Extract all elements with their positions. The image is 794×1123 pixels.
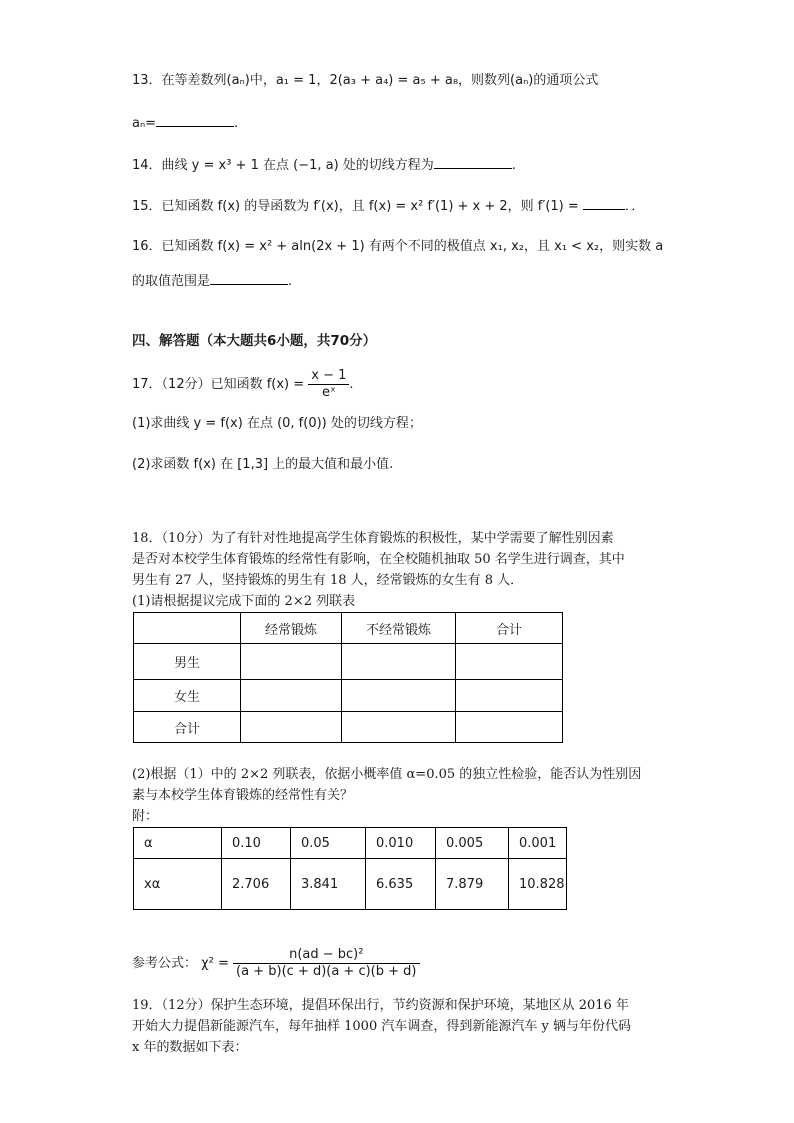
contingency-header-cell: 不经常锻炼 <box>342 613 456 644</box>
q17-fraction <box>308 368 349 401</box>
section-title: 四、解答题（本大题共6小题，共70分） <box>132 333 377 349</box>
alpha-cell: 0.005 <box>436 828 509 859</box>
contingency-row <box>134 712 563 743</box>
formula-fraction <box>233 947 419 980</box>
q15-line <box>132 197 644 216</box>
q17-frac-numerator: x − 1 <box>308 368 349 385</box>
formula-numerator: n(ad − bc)² <box>233 947 419 964</box>
contingency-cell[interactable] <box>456 712 563 743</box>
q19-line3: x 年的数据如下表： <box>132 1040 248 1055</box>
contingency-row-label: 合计 <box>134 712 241 743</box>
alpha-cell: 0.05 <box>291 828 366 859</box>
contingency-cell[interactable] <box>342 644 456 680</box>
alpha-cell: 0.10 <box>222 828 291 859</box>
contingency-cell[interactable] <box>342 712 456 743</box>
critical-value-table <box>133 827 567 910</box>
q19-line2: 开始大力提倡新能源汽车，每年抽样 1000 汽车调查，得到新能源汽车 y 辆与年份代码 <box>132 1019 631 1034</box>
contingency-table <box>133 612 563 743</box>
contingency-row-label: 男生 <box>134 644 241 680</box>
q16-text: 的取值范围是 <box>132 274 211 289</box>
q16-line2: 的取值范围是 . <box>132 274 293 289</box>
q13-answer-label: aₙ= <box>132 116 157 131</box>
contingency-row-label: 女生 <box>134 680 241 712</box>
critical-value-cell: 3.841 <box>291 859 366 910</box>
q18-line1: 18．（10分）为了有针对性地提高学生体育锻炼的积极性，某中学需要了解性别因素 <box>132 531 614 546</box>
critical-value-row <box>134 859 567 910</box>
formula-label: 参考公式： <box>132 956 198 971</box>
q14-answer-blank <box>434 156 512 169</box>
q13-answer-blank <box>156 114 234 127</box>
reference-formula <box>132 946 420 982</box>
contingency-cell[interactable] <box>342 680 456 712</box>
q17-intro: 17．（12分）已知函数 f(x) = <box>132 377 305 392</box>
q15-answer-blank <box>583 197 625 210</box>
contingency-row <box>134 644 563 680</box>
contingency-row <box>134 680 563 712</box>
q14-line: 14．曲线 y = x³ + 1 在点 (−1, a) 处的切线方程为 . <box>132 158 516 173</box>
critical-value-cell: 2.706 <box>222 859 291 910</box>
critical-value-label: xα <box>134 859 222 910</box>
alpha-label: α <box>134 828 222 859</box>
formula-lhs: χ² = <box>201 956 229 971</box>
q18-appendix: 附： <box>132 809 159 824</box>
contingency-header-row <box>134 613 563 644</box>
contingency-header-cell <box>134 613 241 644</box>
q13-line1: 13．在等差数列(aₙ)中，a₁ = 1，2(a₃ + a₄) = a₅ + a₈，则数列(aₙ)的通项公式 <box>132 73 599 88</box>
q16-answer-blank <box>210 272 288 285</box>
contingency-header-cell: 经常锻炼 <box>241 613 342 644</box>
contingency-cell[interactable] <box>456 680 563 712</box>
q17-part2: (2)求函数 f(x) 在 [1,3] 上的最大值和最小值. <box>132 457 394 472</box>
q18-line2: 是否对本校学生体育锻炼的经常性有影响，在全校随机抽取 50 名学生进行调查，其中 <box>132 552 625 567</box>
alpha-cell: 0.010 <box>366 828 436 859</box>
alpha-cell: 0.001 <box>509 828 567 859</box>
contingency-cell[interactable] <box>241 712 342 743</box>
critical-value-cell: 10.828 <box>509 859 567 910</box>
q15-text: 15．已知函数 f(x) 的导函数为 f′(x)，且 f(x) = x² f′(1) + x + 2，则 f′(1) = <box>132 199 579 214</box>
q16-line1: 16．已知函数 f(x) = x² + aln(2x + 1) 有两个不同的极值点 x₁, x₂，且 x₁ < x₂，则实数 a <box>132 239 664 254</box>
q17-part1: (1)求曲线 y = f(x) 在点 (0, f(0)) 处的切线方程； <box>132 416 422 431</box>
formula-denominator: (a + b)(c + d)(a + c)(b + d) <box>236 964 417 979</box>
q18-part2-line1: (2)根据（1）中的 2×2 列联表，依据小概率值 α=0.05 的独立性检验，能否认为性别因 <box>132 767 642 782</box>
alpha-row <box>134 828 567 859</box>
q13-line2: aₙ= . <box>132 116 239 131</box>
q18-line3: 男生有 27 人，坚持锻炼的男生有 18 人，经常锻炼的女生有 8 人． <box>132 573 524 588</box>
q15-tail: ．． <box>624 199 645 214</box>
contingency-cell[interactable] <box>241 680 342 712</box>
contingency-header-cell: 合计 <box>456 613 563 644</box>
q18-part2-line2: 素与本校学生体育锻炼的经常性有关？ <box>132 788 354 803</box>
contingency-cell[interactable] <box>241 644 342 680</box>
q17-intro-line: 17．（12分）已知函数 f(x) = $\frac{x - 1}{\text{eˣ}}$ . <box>132 368 354 400</box>
critical-value-cell: 6.635 <box>366 859 436 910</box>
q18-part1: (1)请根据提议完成下面的 2×2 列联表 <box>132 594 356 609</box>
contingency-cell[interactable] <box>456 644 563 680</box>
q19-line1: 19．（12分）保护生态环境，提倡环保出行，节约资源和保护环境，某地区从 2016 年 <box>132 998 629 1013</box>
critical-value-cell: 7.879 <box>436 859 509 910</box>
q17-frac-denominator: eˣ <box>321 385 336 400</box>
q14-text: 14．曲线 y = x³ + 1 在点 (−1, a) 处的切线方程为 <box>132 158 434 173</box>
